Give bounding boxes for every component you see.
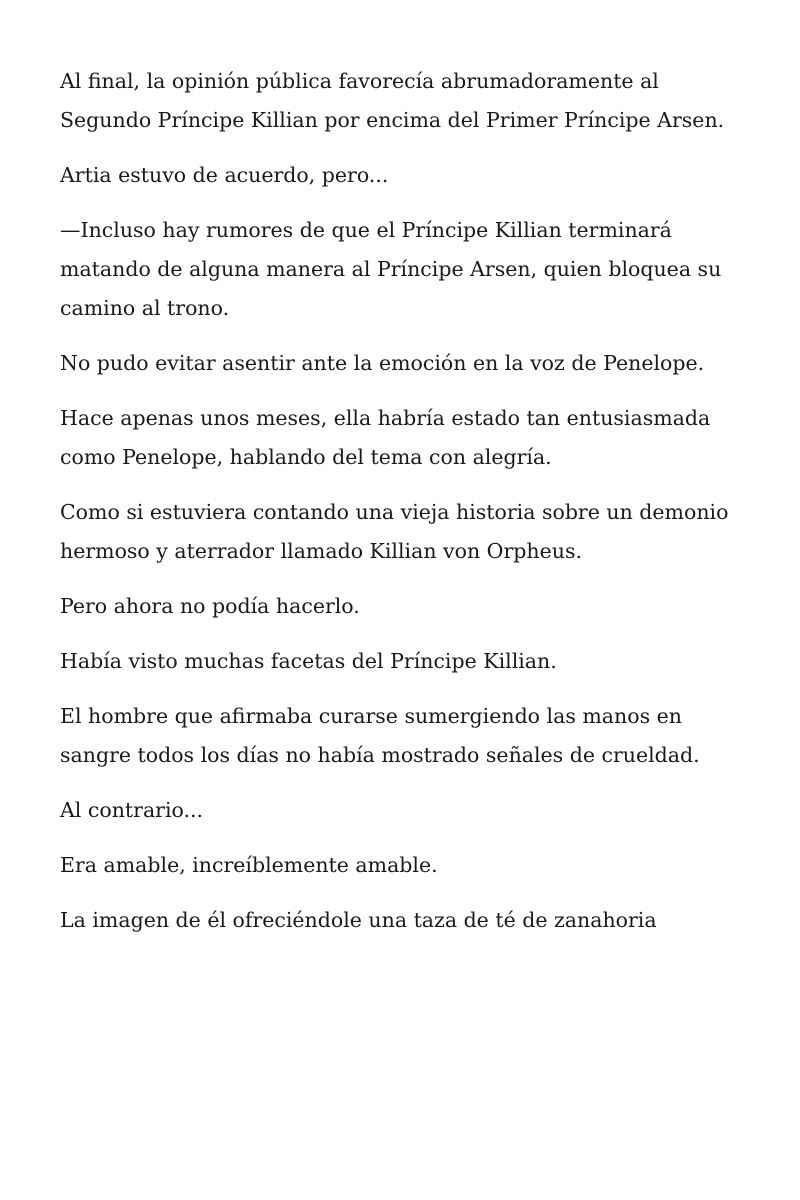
paragraph: El hombre que afirmaba curarse sumergiendo las manos en sangre todos los días no había mostrado señales de crueldad. — [60, 704, 700, 767]
paragraph: Era amable, increíblemente amable. — [60, 853, 438, 877]
paragraph: Al contrario... — [60, 798, 204, 822]
paragraph: Al final, la opinión pública favorecía abrumadoramente al Segundo Príncipe Killian por encima del Primer Príncipe Arsen. — [60, 69, 725, 132]
paragraph: Hace apenas unos meses, ella habría estado tan entusiasmada como Penelope, hablando del tema con alegría. — [60, 406, 711, 469]
paragraph: Como si estuviera contando una vieja historia sobre un demonio hermoso y aterrador llamado Killian von Orpheus. — [60, 500, 729, 563]
paragraph: —Incluso hay rumores de que el Príncipe Killian terminará matando de alguna manera al Príncipe Arsen, quien bloquea su camino al trono. — [60, 218, 722, 320]
paragraph: Pero ahora no podía hacerlo. — [60, 594, 360, 618]
paragraph: Artia estuvo de acuerdo, pero... — [60, 163, 389, 187]
paragraph: La imagen de él ofreciéndole una taza de té de zanahoria — [60, 908, 657, 932]
paragraph: No pudo evitar asentir ante la emoción en la voz de Penelope. — [60, 351, 705, 375]
reader-page — [60, 62, 750, 956]
paragraph: Había visto muchas facetas del Príncipe Killian. — [60, 649, 557, 673]
